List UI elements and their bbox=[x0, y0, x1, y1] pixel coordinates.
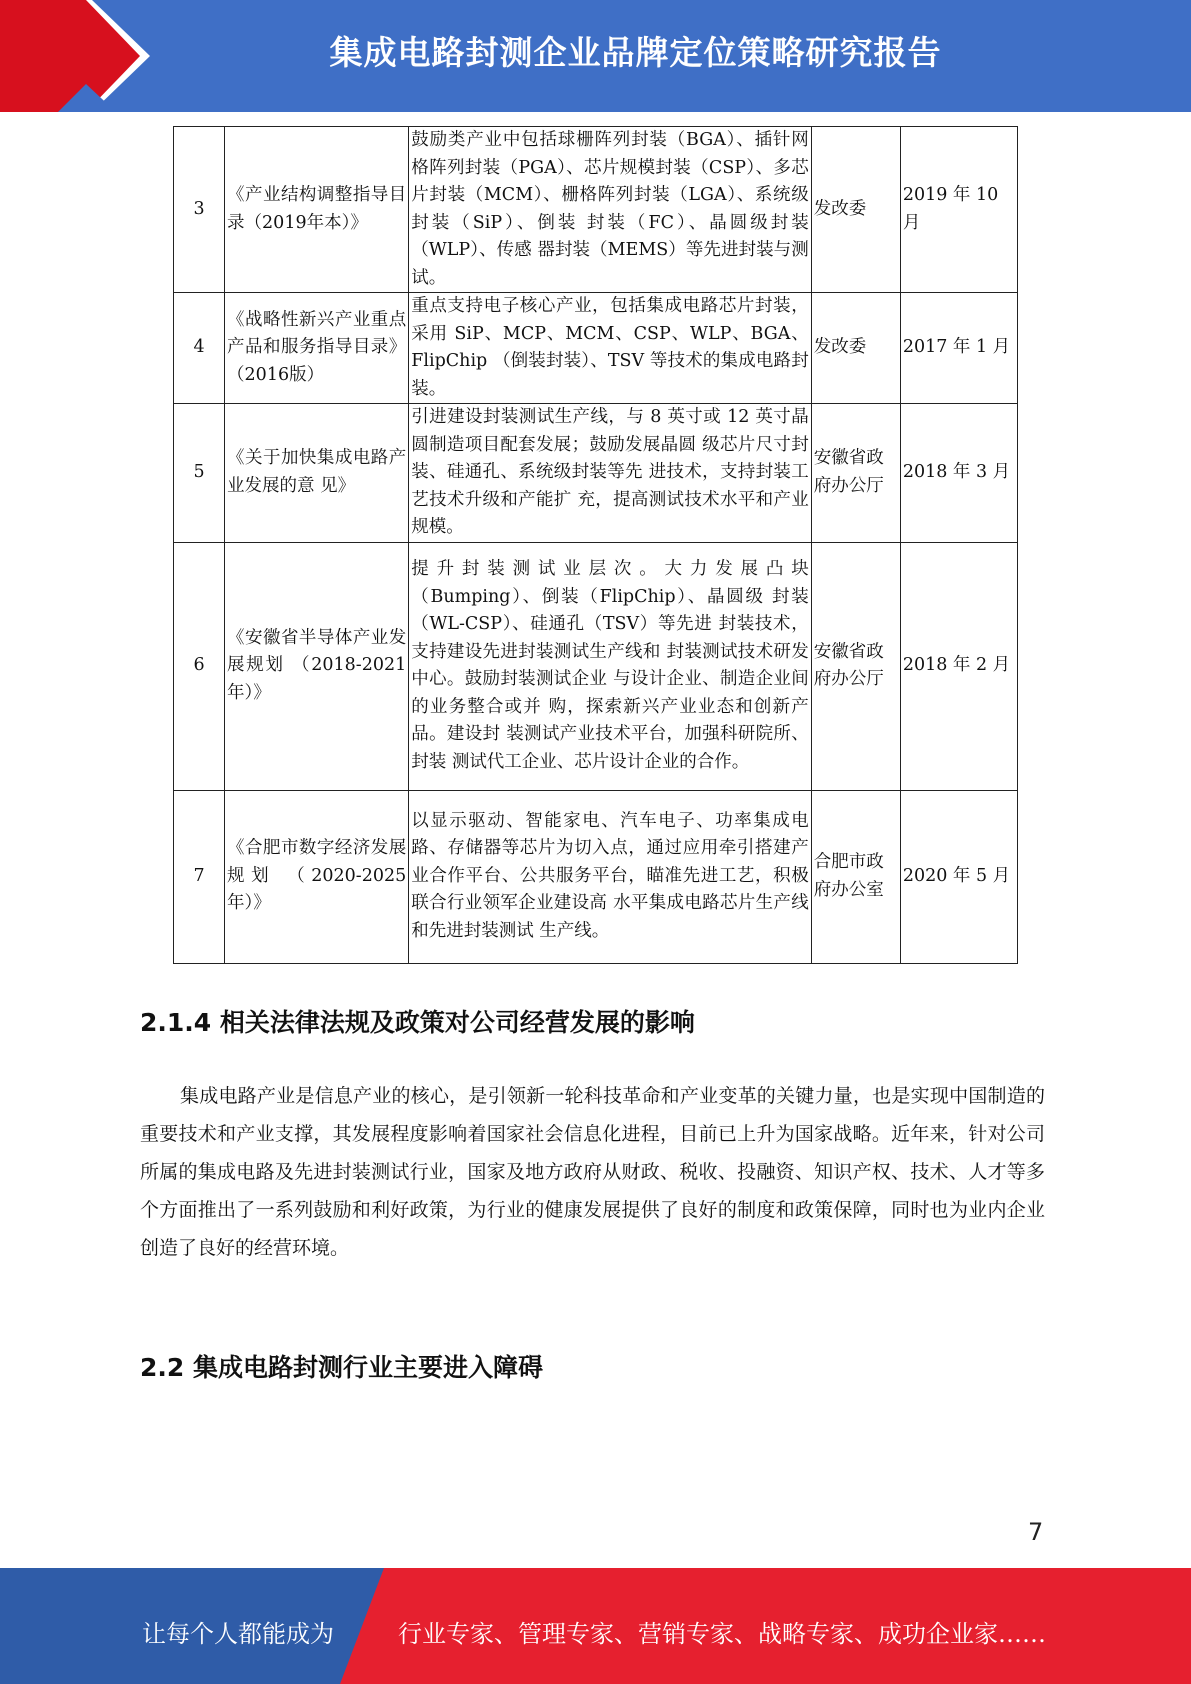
policy-content: 引进建设封装测试生产线，与 8 英寸或 12 英寸晶圆制造项目配套发展；鼓励发展晶圆 级芯片尺寸封装、硅通孔、系统级封装等先 进技术，支持封装工艺技术升级和产能扩 充，提高测试技术水平和产业规模。 bbox=[409, 404, 811, 543]
section-paragraph: 集成电路产业是信息产业的核心，是引领新一轮科技革命和产业变革的关键力量，也是实现中国制造的重要技术和产业支撑，其发展程度影响着国家社会信息化进程，目前已上升为国家战略。近年来，针对公司所属的集成电路及先进封装测试行业，国家及地方政府从财政、税收、投融资、知识产权、技术、人才等多个方面推出了一系列鼓励和利好政策，为行业的健康发展提供了良好的制度和政策保障，同时也为业内企业创造了良好的经营环境。 bbox=[140, 1085, 1045, 1259]
issue-date: 2020 年 5 月 bbox=[900, 790, 1017, 963]
policy-name: 《关于加快集成电路产业发展的意 见》 bbox=[225, 404, 409, 543]
issuing-department: 安徽省政府办公厅 bbox=[811, 404, 900, 543]
section-heading-2-2: 2.2 集成电路封测行业主要进入障碍 bbox=[140, 1353, 543, 1382]
table-row bbox=[174, 542, 1018, 790]
table-row bbox=[174, 790, 1018, 963]
policy-name: 《产业结构调整指导目录（2019年本）》 bbox=[225, 127, 409, 293]
policy-content: 重点支持电子核心产业，包括集成电路芯片封装，采用 SiP、MCP、MCM、CSP、WLP、BGA、FlipChip （倒装封装）、TSV 等技术的集成电路封装。 bbox=[409, 293, 811, 404]
row-number: 5 bbox=[174, 404, 225, 543]
section-heading-2-1-4: 2.1.4 相关法律法规及政策对公司经营发展的影响 bbox=[140, 1008, 695, 1037]
policy-name: 《合肥市数字经济发展规划 （2020-2025 年）》 bbox=[225, 790, 409, 963]
policy-table bbox=[173, 126, 1018, 964]
page-number: 7 bbox=[1028, 1518, 1044, 1546]
issuing-department: 合肥市政府办公室 bbox=[811, 790, 900, 963]
policy-content: 鼓励类产业中包括球栅阵列封装（BGA）、插针网格阵列封装（PGA）、芯片规模封装（CSP）、多芯片封装（MCM）、栅格阵列封装（LGA）、系统级封装（SiP）、倒装 封装（FC）、晶圆级封装（WLP）、传感 器封装（MEMS）等先进封装与测试。 bbox=[409, 127, 811, 293]
table-row bbox=[174, 127, 1018, 293]
row-number: 3 bbox=[174, 127, 225, 293]
policy-content: 提升封装测试业层次。大力发展凸块（Bumping）、倒装（FlipChip）、晶圆级 封装（WL-CSP）、硅通孔（TSV）等先进 封装技术，支持建设先进封装测试生产线和 封装测试技术研发中心。鼓励封装测试企业 与设计企业、制造企业间的业务整合或并 购，探索新兴产业业态和创新产品。建设封 装测试产业技术平台，加强科研院所、封装 测试代工企业、芯片设计企业的合作。 bbox=[409, 542, 811, 790]
issue-date: 2018 年 2 月 bbox=[900, 542, 1017, 790]
policy-name: 《战略性新兴产业重点产品和服务指导目录》（2016版） bbox=[225, 293, 409, 404]
footer-slogan-right: 行业专家、管理专家、营销专家、战略专家、成功企业家…… bbox=[398, 1620, 1046, 1648]
report-title: 集成电路封测企业品牌定位策略研究报告 bbox=[329, 33, 942, 72]
issuing-department: 发改委 bbox=[811, 293, 900, 404]
row-number: 4 bbox=[174, 293, 225, 404]
issuing-department: 发改委 bbox=[811, 127, 900, 293]
page-header bbox=[0, 0, 1191, 112]
row-number: 6 bbox=[174, 542, 225, 790]
policy-content: 以显示驱动、智能家电、汽车电子、功率集成电路、存储器等芯片为切入点，通过应用牵引搭建产业合作平台、公共服务平台，瞄准先进工艺，积极联合行业领军企业建设高 水平集成电路芯片生产线和先进封装测试 生产线。 bbox=[409, 790, 811, 963]
issuing-department: 安徽省政府办公厅 bbox=[811, 542, 900, 790]
footer-slogan-left: 让每个人都能成为 bbox=[142, 1620, 334, 1648]
table-row bbox=[174, 293, 1018, 404]
issue-date: 2017 年 1 月 bbox=[900, 293, 1017, 404]
policy-name: 《安徽省半导体产业发展规划 （2018-2021 年）》 bbox=[225, 542, 409, 790]
issue-date: 2019 年 10 月 bbox=[900, 127, 1017, 293]
table-row bbox=[174, 404, 1018, 543]
page-footer bbox=[0, 1568, 1191, 1684]
issue-date: 2018 年 3 月 bbox=[900, 404, 1017, 543]
row-number: 7 bbox=[174, 790, 225, 963]
